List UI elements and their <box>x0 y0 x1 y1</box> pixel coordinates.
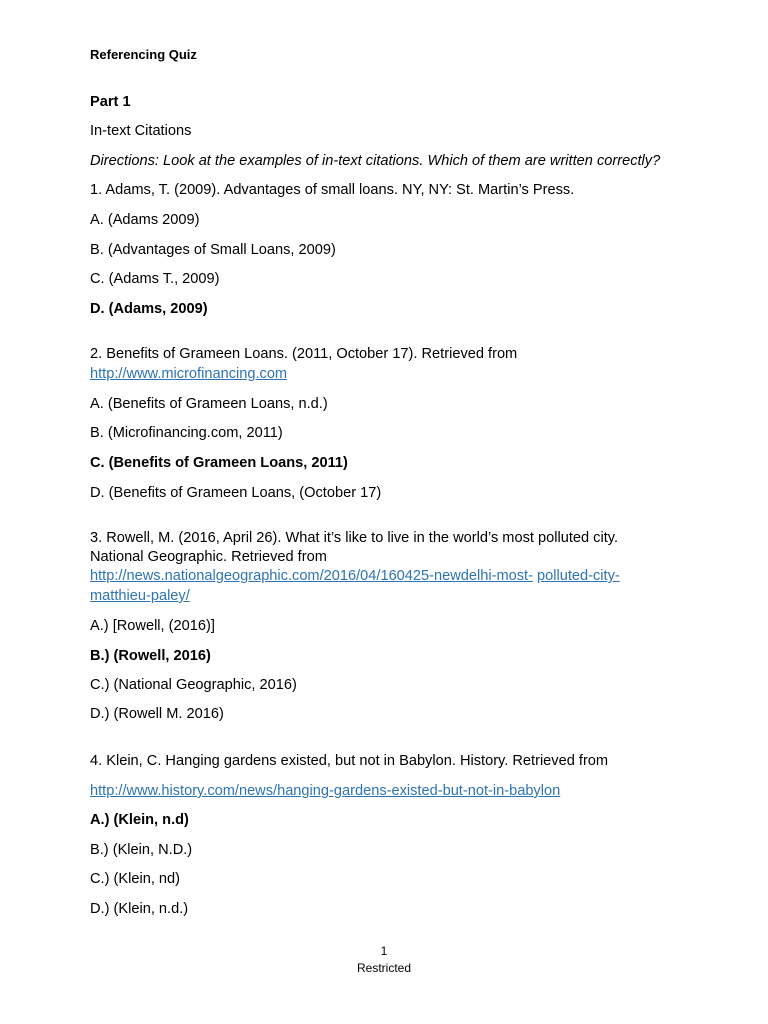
question-2-option-a: A. (Benefits of Grameen Loans, n.d.) <box>90 396 328 412</box>
question-3-link-part-1[interactable]: http://news.nationalgeographic.com/2016/04/160425-newdelhi-most- <box>90 568 533 584</box>
question-4-stem: 4. Klein, C. Hanging gardens existed, but not in Babylon. History. Retrieved from <box>90 753 609 769</box>
question-3-option-c: C.) (National Geographic, 2016) <box>90 677 297 693</box>
question-3-stem-line-1: 3. Rowell, M. (2016, April 26). What it’s like to live in the world’s most polluted city. <box>90 530 619 546</box>
classification-label: Restricted <box>356 961 412 975</box>
question-1-option-b: B. (Advantages of Small Loans, 2009) <box>90 242 336 258</box>
question-1-option-c: C. (Adams T., 2009) <box>90 271 220 287</box>
question-3-stem-line-2: National Geographic. Retrieved from <box>90 549 327 565</box>
question-1-stem: 1. Adams, T. (2009). Advantages of small loans. NY, NY: St. Martin’s Press. <box>90 182 575 198</box>
question-4-option-c: C.) (Klein, nd) <box>90 871 181 887</box>
question-1-option-d-correct: D. (Adams, 2009) <box>90 301 208 317</box>
question-2-link[interactable]: http://www.microfinancing.com <box>90 366 288 382</box>
document-title: Referencing Quiz <box>90 47 197 62</box>
question-2-option-b: B. (Microfinancing.com, 2011) <box>90 425 283 441</box>
question-3-option-b-correct: B.) (Rowell, 2016) <box>90 648 211 664</box>
question-4-option-b: B.) (Klein, N.D.) <box>90 842 193 858</box>
question-2-option-d: D. (Benefits of Grameen Loans, (October 17) <box>90 485 382 501</box>
question-2-stem: 2. Benefits of Grameen Loans. (2011, October 17). Retrieved from <box>90 346 518 362</box>
page-number: 1 <box>380 944 388 958</box>
question-3-link-part-3[interactable]: matthieu-paley/ <box>90 588 190 604</box>
section-heading: In-text Citations <box>90 123 192 139</box>
question-3-option-d: D.) (Rowell M. 2016) <box>90 706 224 722</box>
question-3-link-part-2[interactable]: polluted-city- <box>537 568 620 584</box>
question-1-option-a: A. (Adams 2009) <box>90 212 200 228</box>
question-3-option-a: A.) [Rowell, (2016)] <box>90 618 215 634</box>
question-2-option-c-correct: C. (Benefits of Grameen Loans, 2011) <box>90 455 348 471</box>
question-4-option-d: D.) (Klein, n.d.) <box>90 901 189 917</box>
question-4-option-a-correct: A.) (Klein, n.d) <box>90 812 189 828</box>
part-heading: Part 1 <box>90 94 131 110</box>
directions-text: Directions: Look at the examples of in-text citations. Which of them are written correctly? <box>90 153 661 169</box>
question-4-link[interactable]: http://www.history.com/news/hanging-gardens-existed-but-not-in-babylon <box>90 783 561 799</box>
